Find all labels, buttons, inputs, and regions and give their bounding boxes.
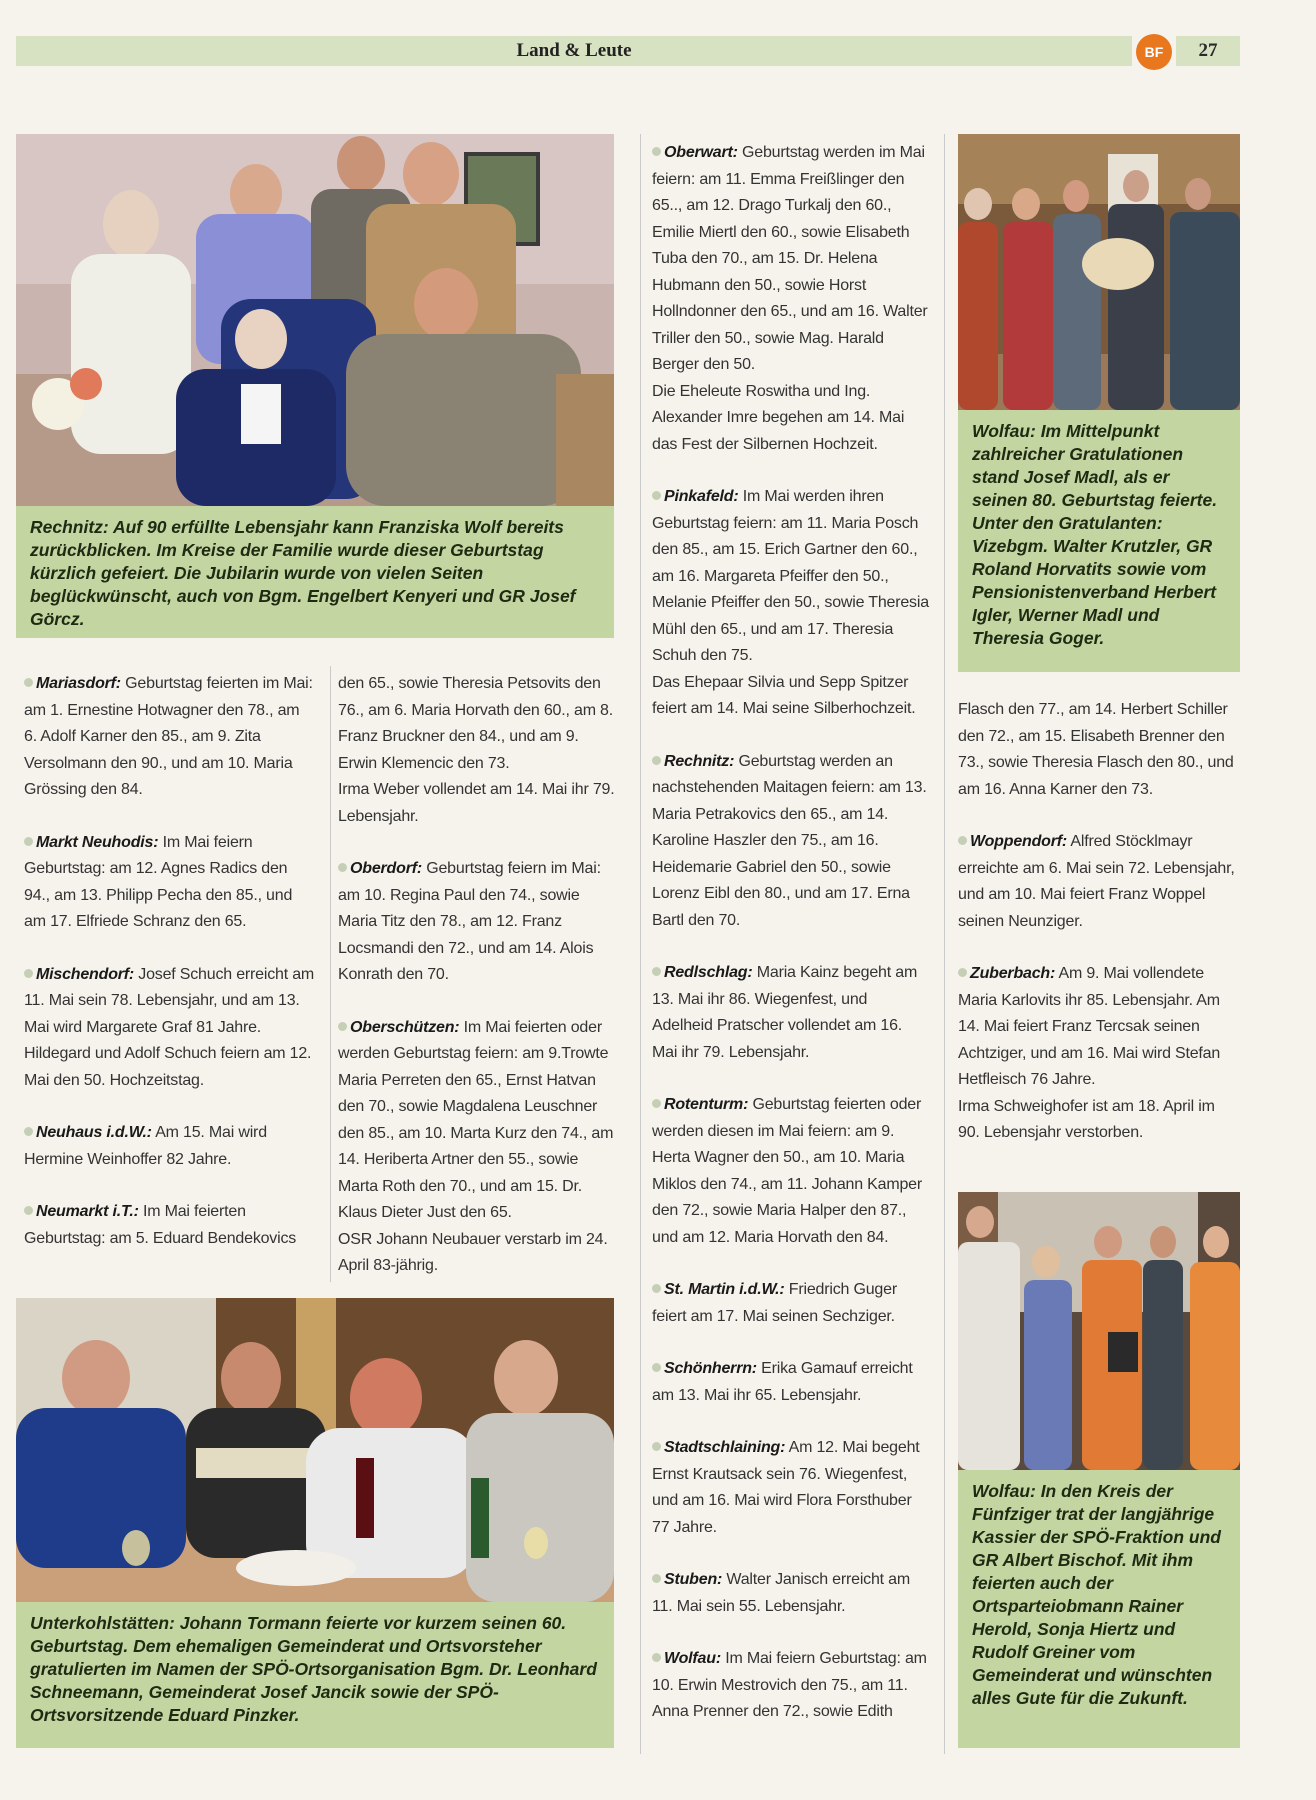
photo-wolfau-bischof	[958, 1192, 1240, 1470]
caption-wolfau-madl: Wolfau: Im Mittelpunkt zahlreicher Gratulationen stand Josef Madl, als er seinen 80. Geburtstag feierte. Unter den Gratulanten: Vizebgm. Walter Krutzler, GR Roland Horvatits sowie vom Pensionistenverband Herbert Igler, Werner Madl und Theresia Goger.	[958, 410, 1240, 672]
bullet-icon	[652, 967, 661, 976]
place-name: Oberdorf:	[350, 860, 422, 877]
entry-redlschlag	[652, 960, 930, 1066]
bullet-icon	[652, 756, 661, 765]
entry-text: Im Mai feierten Geburtstag: am 5. Eduard Bendekovics	[24, 1203, 297, 1247]
entry-markt-neuhodis	[24, 830, 316, 936]
entry-text: Geburtstag feiern im Mai: am 10. Regina Paul den 74., sowie Maria Titz den 78., am 12. Franz Locsmandi den 72., und am 14. Alois Konrath den 70.	[338, 860, 601, 983]
bullet-icon	[24, 678, 33, 687]
bullet-icon	[652, 1574, 661, 1583]
column-divider	[330, 666, 331, 1282]
entry-mariasdorf	[24, 671, 316, 804]
place-name: Stuben:	[664, 1571, 723, 1588]
entry-text: Geburtstag werden im Mai feiern: am 11. Emma Freißlinger den 65.., am 12. Drago Turkalj den 60., Emilie Miertl den 60., sowie Elisabeth Tuba den 70., am 15. Dr. Helena Hubmann den 50., sowie Horst Hollndonner den 65., und am 16. Walter Triller den 50., sowie Mag. Harald Berger den 50.	[652, 144, 928, 373]
entry-text: Im Mai feierten oder werden Geburtstag feiern: am 9.Trowte Maria Perreten den 65., Ernst Hatvan den 70., sowie Magdalena Leuschner den 85., am 10. Marta Kurz den 74., am 14. Heriberta Artner den 55., sowie Marta Roth den 70., und am 15. Dr. Klaus Dieter Just den 65.	[338, 1018, 614, 1221]
photo-unterkohlstaetten	[16, 1298, 614, 1602]
section-header-bar	[16, 36, 1132, 66]
bullet-icon	[652, 1653, 661, 1662]
entry-neuhaus	[24, 1120, 316, 1173]
entry-text: Geburtstag werden an nachstehenden Maitagen feiern: am 13. Maria Petrakovics den 65., am 14. Karoline Haszler den 75., am 16. Heidemarie Gabriel den 50., sowie Lorenz Eibl den 80., und am 17. Erna Bartl den 70.	[652, 752, 927, 929]
text-column-4	[958, 697, 1240, 1147]
bullet-icon	[652, 1442, 661, 1451]
column-divider	[640, 134, 641, 1754]
place-name: Wolfau:	[664, 1650, 721, 1667]
place-name: Woppendorf:	[970, 833, 1068, 850]
bullet-icon	[652, 147, 661, 156]
entry-text: Maria Kainz begeht am 13. Mai ihr 86. Wiegenfest, und Adelheid Pratscher vollendet am 16. Mai ihr 79. Lebensjahr.	[652, 964, 918, 1061]
place-name: Markt Neuhodis:	[36, 833, 159, 851]
bullet-icon	[338, 863, 347, 872]
entry-schoenherrn	[652, 1356, 930, 1409]
entry-text: den 65., sowie Theresia Petsovits den 76., am 6. Maria Horvath den 60., am 8. Franz Bruckner den 84., und am 9. Erwin Klemencic den 73.	[338, 675, 614, 772]
entry-oberdorf	[338, 856, 620, 989]
photo-rechnitz-family	[16, 134, 614, 506]
place-name: Rechnitz:	[664, 752, 735, 770]
page-number-box	[1176, 36, 1240, 66]
place-name: Neumarkt i.T.:	[36, 1203, 139, 1220]
entry-woppendorf	[958, 829, 1240, 935]
place-name: Oberschützen:	[350, 1018, 460, 1036]
entry-mischendorf	[24, 962, 316, 1095]
place-name: Neuhaus i.d.W.:	[36, 1124, 152, 1141]
text-column-1	[24, 671, 316, 1252]
entry-text: Am 9. Mai vollendete Maria Karlovits ihr 85. Lebensjahr. Am 14. Mai feiert Franz Tercsak seinen Achtziger, und am 16. Mai wird Stefan Hetfleisch 76 Jahre.	[958, 965, 1221, 1088]
entry-neumarkt	[24, 1199, 316, 1252]
entry-neumarkt-cont	[338, 671, 620, 830]
entry-text: Am 12. Mai begeht Ernst Krautsack sein 76. Wiegenfest, und am 16. Mai wird Flora Forsthuber 77 Jahre.	[652, 1439, 920, 1536]
bullet-icon	[652, 491, 661, 500]
entry-text: Irma Schweighofer ist am 18. April im 90. Lebensjahr verstorben.	[958, 1097, 1215, 1141]
place-name: Pinkafeld:	[664, 488, 739, 505]
bullet-icon	[24, 1127, 33, 1136]
entry-text: Flasch den 77., am 14. Herbert Schiller den 72., am 15. Elisabeth Brenner den 73., sowie Theresia Flasch den 80., und am 16. Anna Karner den 73.	[958, 701, 1234, 798]
page-number: 27	[1198, 40, 1218, 61]
entry-text: Geburtstag feierten oder werden diesen im Mai feiern: am 9. Herta Wagner den 50., am 10. Maria Miklos den 74., am 11. Johann Kamper den 72., sowie Maria Halper den 87., und am 12. Maria Horvath den 84.	[652, 1096, 922, 1246]
place-name: St. Martin i.d.W.:	[664, 1281, 785, 1298]
entry-pinkafeld	[652, 484, 930, 723]
entry-text: Im Mai feiern Geburtstag: am 10. Erwin Mestrovich den 75., am 11. Anna Prenner den 72., sowie Edith	[652, 1650, 927, 1720]
bullet-icon	[24, 837, 33, 846]
bullet-icon	[24, 969, 33, 978]
entry-text: Am 15. Mai wird Hermine Weinhoffer 82 Jahre.	[24, 1124, 267, 1168]
entry-text: Friedrich Guger feiert am 17. Mai seinen Sechziger.	[652, 1281, 897, 1325]
photo-wolfau-madl	[958, 134, 1240, 410]
place-name: Redlschlag:	[664, 964, 753, 981]
entry-rotenturm	[652, 1092, 930, 1251]
entry-zuberbach	[958, 961, 1240, 1147]
place-name: Stadtschlaining:	[664, 1439, 786, 1456]
caption-rechnitz: Rechnitz: Auf 90 erfüllte Lebensjahr kann Franziska Wolf bereits zurückblicken. Im Kreise der Familie wurde dieser Geburtstag kürzlich gefeiert. Die Jubilarin wurde von vielen Seiten beglückwünscht, auch von Bgm. Engelbert Kenyeri und GR Josef Görcz.	[16, 506, 614, 638]
entry-wolfau	[652, 1646, 930, 1726]
place-name: Mariasdorf:	[36, 675, 121, 692]
bullet-icon	[24, 1206, 33, 1215]
bullet-icon	[652, 1363, 661, 1372]
entry-text: Im Mai feiern Geburtstag: am 12. Agnes Radics den 94., am 13. Philipp Pecha den 85., und am 17. Elfriede Schranz den 65.	[24, 833, 293, 930]
entry-rechnitz	[652, 749, 930, 935]
entry-wolfau-cont	[958, 697, 1240, 803]
entry-text: Erika Gamauf erreicht am 13. Mai ihr 65. Lebensjahr.	[652, 1360, 913, 1404]
entry-st-martin	[652, 1277, 930, 1330]
entry-text: Hildegard und Adolf Schuch feiern am 12. Mai den 50. Hochzeitstag.	[24, 1045, 312, 1089]
entry-text: Irma Weber vollendet am 14. Mai ihr 79. Lebensjahr.	[338, 781, 615, 825]
place-name: Oberwart:	[664, 144, 738, 161]
bullet-icon	[652, 1284, 661, 1293]
caption-unterkohlstaetten: Unterkohlstätten: Johann Tormann feierte vor kurzem seinen 60. Geburtstag. Dem ehemaligen Gemeinderat und Ortsvorsteher gratulierten im Namen der SPÖ-Ortsorganisation Bgm. Dr. Leonhard Schneemann, Gemeinderat Josef Jancik sowie der SPÖ-Ortsvorsitzende Eduard Pinzker.	[16, 1602, 614, 1748]
entry-text: OSR Johann Neubauer verstarb im 24. April 83-jährig.	[338, 1230, 608, 1274]
caption-wolfau-bischof: Wolfau: In den Kreis der Fünfziger trat der langjährige Kassier der SPÖ-Fraktion und GR Albert Bischof. Mit ihm feierten auch der Ortsparteiobmann Rainer Herold, Sonja Hiertz und Rudolf Greiner vom Gemeinderat und wünschten alles Gute für die Zukunft.	[958, 1470, 1240, 1748]
column-divider	[944, 134, 945, 1754]
bullet-icon	[338, 1022, 347, 1031]
section-title: Land & Leute	[516, 40, 632, 61]
entry-stuben	[652, 1567, 930, 1620]
entry-oberschuetzen	[338, 1015, 620, 1280]
place-name: Mischendorf:	[36, 965, 135, 983]
place-name: Rotenturm:	[664, 1096, 749, 1113]
place-name: Zuberbach:	[970, 965, 1056, 982]
place-name: Schönherrn:	[664, 1360, 757, 1377]
entry-text: Das Ehepaar Silvia und Sepp Spitzer feiert am 14. Mai seine Silberhochzeit.	[652, 673, 916, 717]
bullet-icon	[652, 1099, 661, 1108]
text-column-2	[338, 671, 620, 1280]
bullet-icon	[958, 836, 967, 845]
text-column-3	[652, 140, 930, 1726]
entry-text: Alfred Stöcklmayr erreichte am 6. Mai sein 72. Lebensjahr, und am 10. Mai feiert Franz Woppel seinen Neunziger.	[958, 833, 1235, 930]
entry-oberwart	[652, 140, 930, 458]
entry-text: Im Mai werden ihren Geburtstag feiern: am 11. Maria Posch den 85., am 15. Erich Gartner den 60., am 16. Margareta Pfeiffer den 50., Melanie Pfeiffer den 50., sowie Theresia Mühl den 65., und am 17. Theresia Schuh den 75.	[652, 488, 929, 664]
entry-text: Geburtstag feierten im Mai: am 1. Ernestine Hotwagner den 78., am 6. Adolf Karner den 85., am 9. Zita Versolmann den 90., und am 10. Maria Grössing den 84.	[24, 675, 313, 798]
bullet-icon	[958, 968, 967, 977]
entry-text: Josef Schuch erreicht am 11. Mai sein 78. Lebensjahr, und am 13. Mai wird Margarete Graf 81 Jahre.	[24, 965, 315, 1036]
entry-text: Die Eheleute Roswitha und Ing. Alexander Imre begehen am 14. Mai das Fest der Silbernen Hochzeit.	[652, 382, 905, 453]
bf-logo: BF	[1136, 34, 1172, 70]
entry-text: Walter Janisch erreicht am 11. Mai sein 55. Lebensjahr.	[652, 1571, 910, 1615]
entry-stadtschlaining	[652, 1435, 930, 1541]
